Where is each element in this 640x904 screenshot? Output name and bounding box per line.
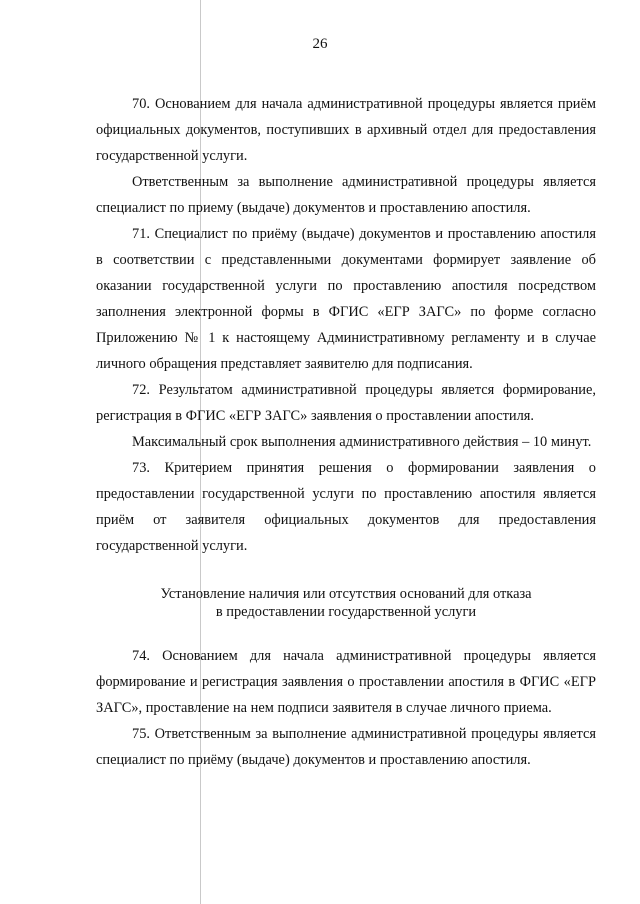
paragraph-responsible: Ответственным за выполнение административной процедуры является специалист по приему (выдаче) документов и проставлению апостиля. <box>96 174 596 216</box>
paragraph-72: 72. Результатом административной процедуры является формирование, регистрация в ФГИС «ЕГР ЗАГС» заявления о проставлении апостиля. <box>96 382 596 424</box>
paragraph-70: 70. Основанием для начала административной процедуры является приём официальных документов, поступивших в архивный отдел для предоставления государственной услуги. <box>96 96 596 164</box>
paragraph-75: 75. Ответственным за выполнение административной процедуры является специалист по приёму (выдаче) документов и проставлению апостиля. <box>96 726 596 768</box>
section-heading <box>96 585 596 621</box>
paragraph-max-time: Максимальный срок выполнения административного действия – 10 минут. <box>132 434 592 450</box>
paragraph-71: 71. Специалист по приёму (выдаче) документов и проставлению апостиля в соответствии с представленными документами формирует заявление об оказании государственной услуги по проставлению апостиля посредством заполнения электронной формы в ФГИС «ЕГР ЗАГС» по форме согласно Приложению № 1 к настоящему Административному регламенту и в случае личного обращения представляет заявителю для подписания. <box>96 226 596 372</box>
page-number: 26 <box>312 36 328 52</box>
section-heading-line-1: Установление наличия или отсутствия оснований для отказа <box>160 586 532 602</box>
section-heading-line-2: в предоставлении государственной услуги <box>215 604 477 620</box>
paragraph-73: 73. Критерием принятия решения о формировании заявления о предоставлении государственной услуги по проставлению апостиля является приём от заявителя официальных документов для предоставления государственной услуги. <box>96 460 596 554</box>
document-body <box>96 91 596 773</box>
paragraph-74: 74. Основанием для начала административной процедуры является формирование и регистрация заявления о проставлении апостиля в ФГИС «ЕГР ЗАГС», проставление на нем подписи заявителя в случае личного приема. <box>96 648 596 716</box>
